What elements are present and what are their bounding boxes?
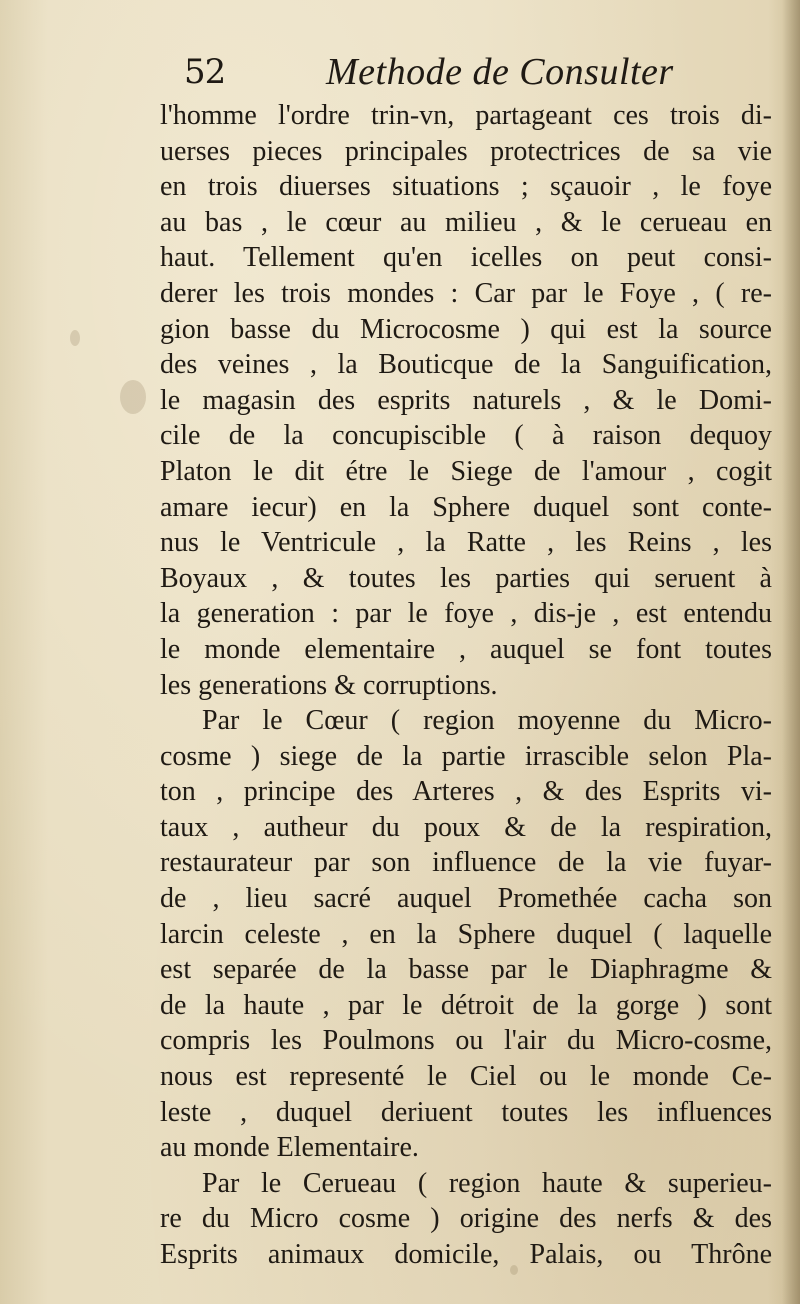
text-line: de la haute , par le détroit de la gorge ) sont	[160, 989, 772, 1021]
text-line: nous est representé le Ciel ou le monde Ce-	[160, 1061, 772, 1093]
page-header	[176, 46, 736, 98]
text-line: compris les Poulmons ou l'air du Micro-cosme,	[160, 1025, 772, 1057]
running-title: Methode de Consulter	[326, 51, 674, 93]
text-line: nus le Ventricule , la Ratte , les Reins , les	[160, 527, 772, 559]
text-line: uerses pieces principales protectrices de sa vie	[160, 135, 772, 167]
text-line: des veines , la Bouticque de la Sanguification,	[160, 349, 772, 381]
text-line: re du Micro cosme ) origine des nerfs & des	[160, 1203, 772, 1235]
text-line: larcin celeste , en la Sphere duquel ( laquelle	[160, 918, 772, 950]
text-line: amare iecur) en la Sphere duquel sont conte-	[160, 491, 772, 523]
text-line: restaurateur par son influence de la vie fuyar-	[160, 847, 772, 879]
paragraph-start-line: Par le Cœur ( region moyenne du Micro-	[202, 705, 772, 737]
text-line: le magasin des esprits naturels , & le Domi-	[160, 384, 772, 416]
text-line: l'homme l'ordre trin-vn, partageant ces trois di-	[160, 100, 772, 131]
text-line: de , lieu sacré auquel Promethée cacha son	[160, 883, 772, 915]
page-number: 52	[184, 52, 226, 92]
page-edge-shadow	[782, 0, 800, 1304]
body-text	[160, 98, 772, 1273]
paper-stain	[120, 380, 146, 414]
paragraph-start-line: Par le Cerueau ( region haute & superieu-	[202, 1167, 772, 1199]
text-line: en trois diuerses situations ; sçauoir , le foye	[160, 171, 772, 203]
text-line: les generations & corruptions.	[160, 669, 498, 701]
text-line: le monde elementaire , auquel se font toutes	[160, 633, 772, 665]
text-line: au bas , le cœur au milieu , & le cerueau en	[160, 206, 772, 238]
paper-stain	[70, 330, 80, 346]
text-line: Platon le dit étre le Siege de l'amour , cogit	[160, 455, 772, 487]
text-line: ton , principe des Arteres , & des Esprits vi-	[160, 776, 772, 808]
text-line: leste , duquel deriuent toutes les influences	[160, 1096, 772, 1128]
text-line: est separée de la basse par le Diaphragme &	[160, 954, 772, 986]
text-line: cosme ) siege de la partie irrascible selon Pla-	[160, 740, 772, 772]
text-line: la generation : par le foye , dis-je , est entendu	[160, 598, 772, 630]
text-line: gion basse du Microcosme ) qui est la source	[160, 313, 772, 345]
text-line: Esprits animaux domicile, Palais, ou Thrône	[160, 1239, 772, 1270]
text-line: taux , autheur du poux & de la respiration,	[160, 811, 772, 843]
text-line: derer les trois mondes : Car par le Foye , ( re-	[160, 277, 772, 309]
text-line: au monde Elementaire.	[160, 1132, 419, 1164]
text-line: Boyaux , & toutes les parties qui seruent à	[160, 562, 772, 594]
text-line: haut. Tellement qu'en icelles on peut consi-	[160, 242, 772, 274]
text-line: cile de la concupiscible ( à raison dequoy	[160, 420, 772, 452]
